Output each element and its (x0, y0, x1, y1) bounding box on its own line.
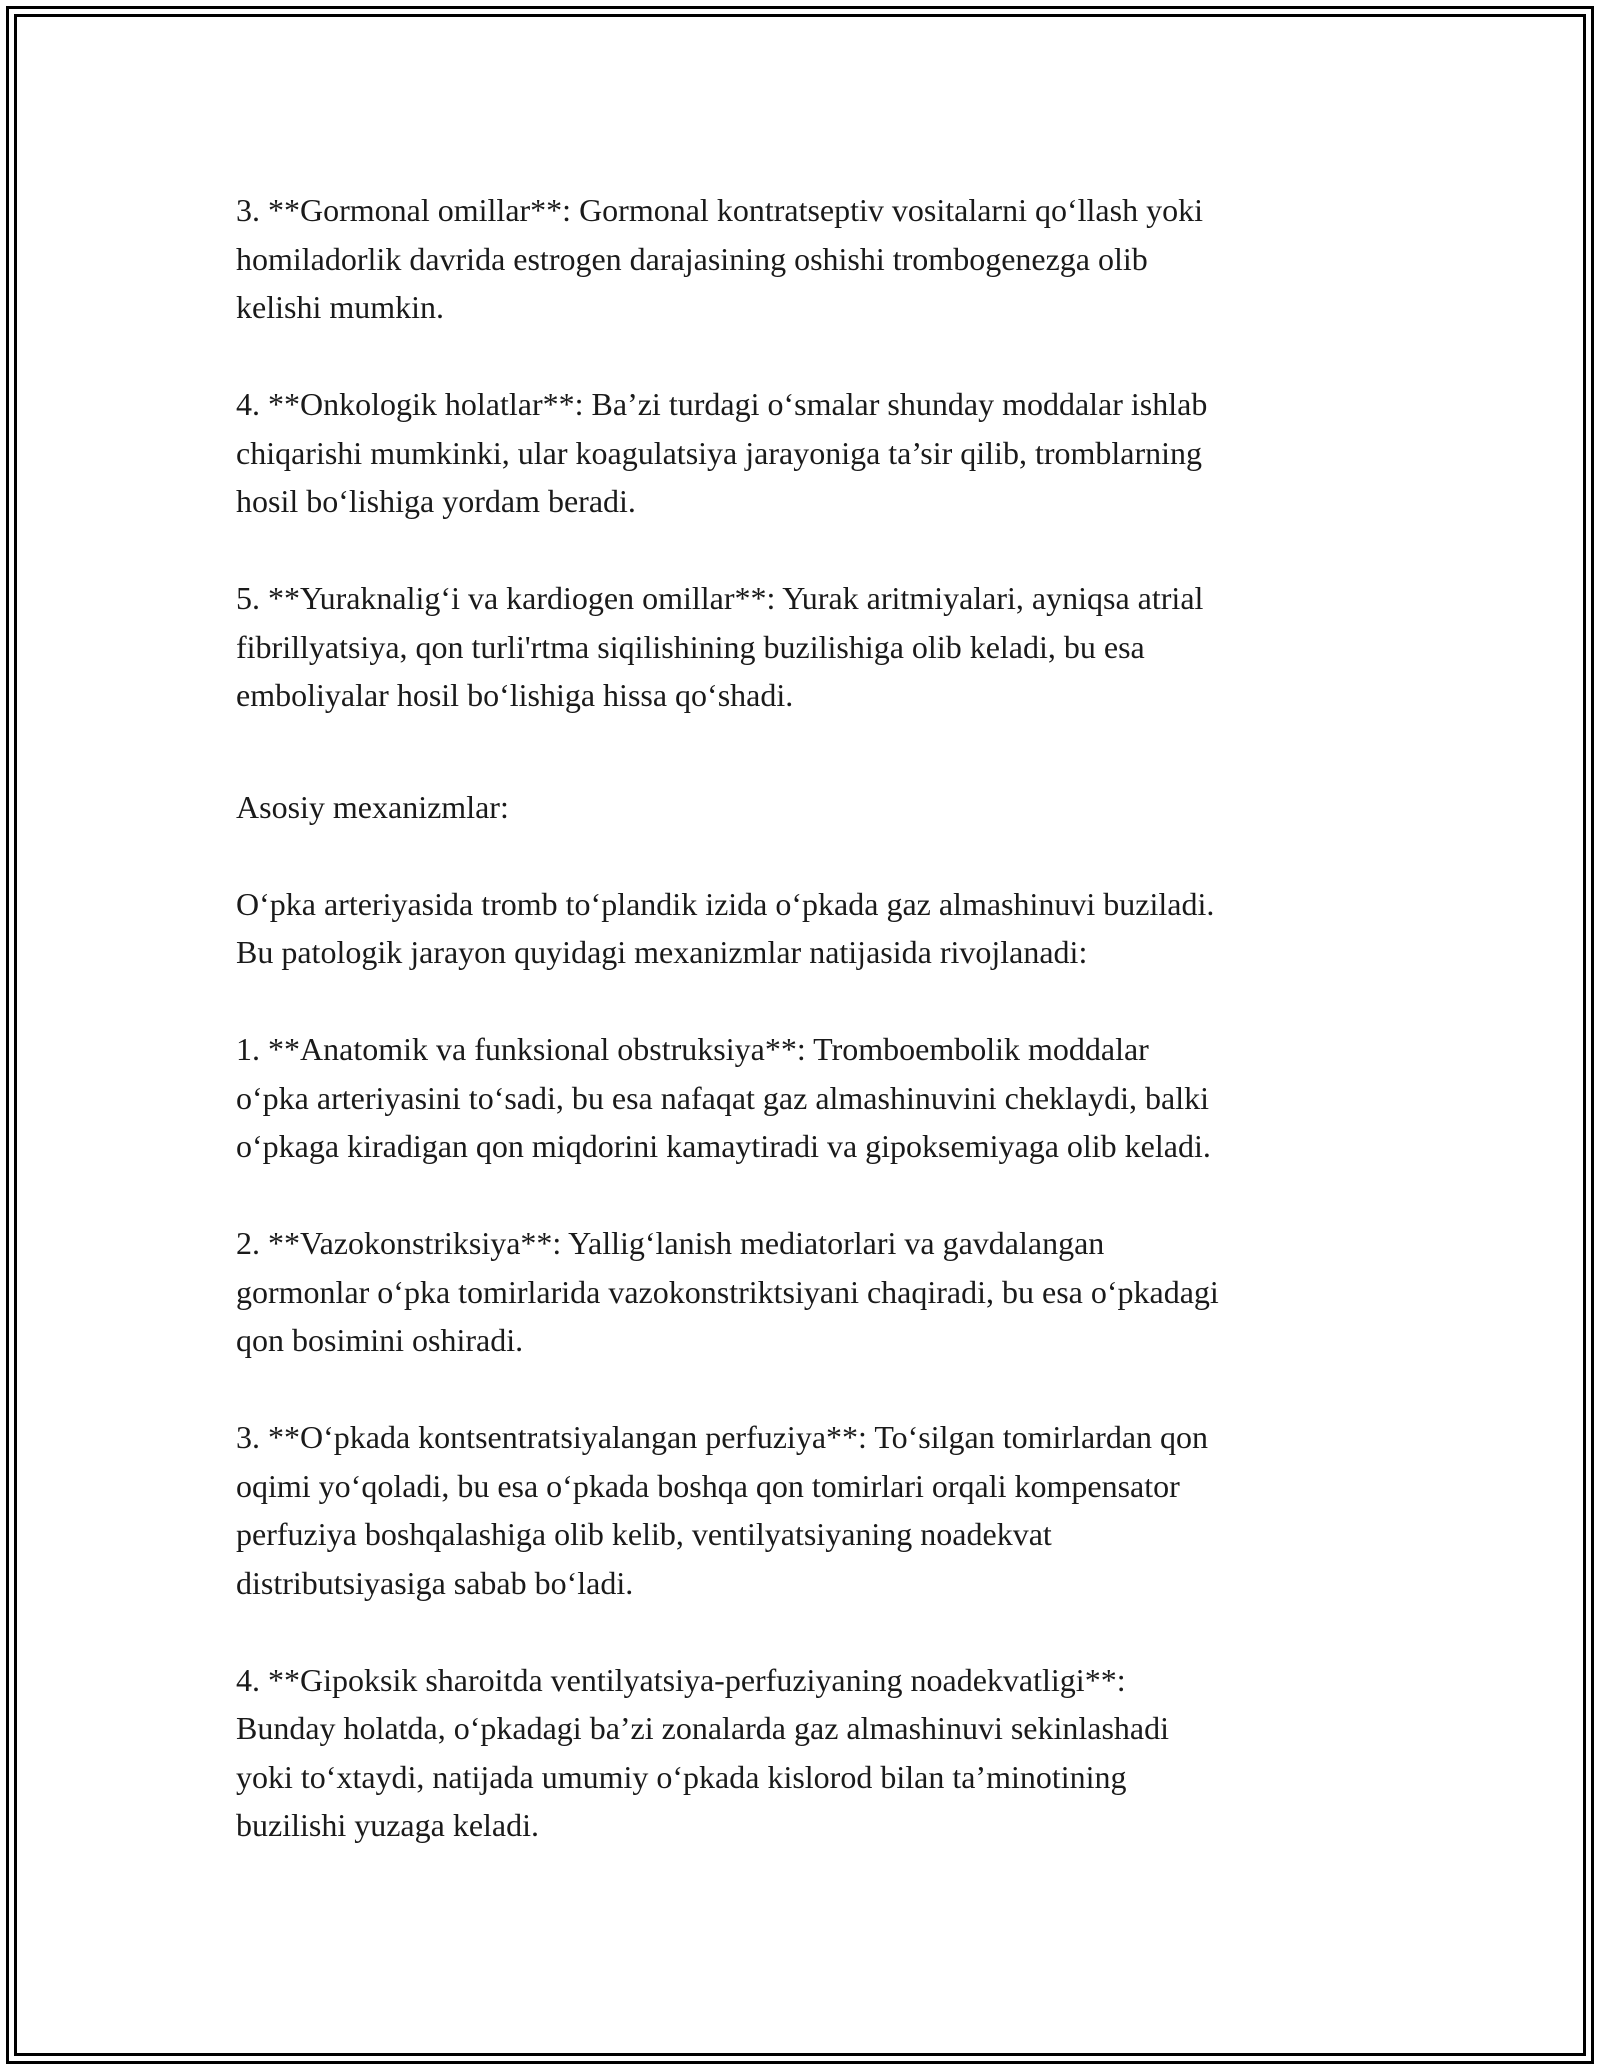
paragraph-perfusion (236, 1413, 1376, 1607)
text-line: fibrillyatsiya, qon turli'rtma siqilishining buzilishiga olib keladi, bu esa (236, 628, 1145, 665)
text-line: chiqarishi mumkinki, ular koagulatsiya jarayoniga ta’sir qilib, tromblarning (236, 434, 1203, 471)
text-line: 3. **Gormonal omillar**: Gormonal kontratseptiv vositalarni qo‘llash yoki (236, 192, 1203, 228)
text-line: oqimi yo‘qoladi, bu esa o‘pkada boshqa qon tomirlari orqali kompensator (236, 1467, 1180, 1504)
text-line: emboliyalar hosil bo‘lishiga hissa qo‘shadi. (236, 677, 794, 713)
paragraph-oncological-conditions (236, 380, 1376, 526)
text-line: 4. **Gipoksik sharoitda ventilyatsiya-perfuziyaning noadekvatligi**: (236, 1661, 1126, 1698)
paragraph-hypoxic-ventilation (236, 1656, 1376, 1850)
paragraph-mechanisms-intro (236, 880, 1376, 977)
text-line: 4. **Onkologik holatlar**: Ba’zi turdagi o‘smalar shunday moddalar ishlab (236, 386, 1208, 422)
text-line: homiladorlik davrida estrogen darajasining oshishi trombogenezga olib (236, 240, 1148, 277)
text-line: 5. **Yuraknalig‘i va kardiogen omillar**: Yurak aritmiyalari, ayniqsa atrial (236, 580, 1204, 616)
text-line: o‘pkaga kiradigan qon miqdorini kamaytiradi va gipoksemiyaga olib keladi. (236, 1128, 1211, 1164)
text-line: hosil bo‘lishiga yordam beradi. (236, 483, 636, 519)
text-line: 1. **Anatomik va funksional obstruksiya**: Tromboembolik moddalar (236, 1031, 1149, 1067)
text-line: distributsiyasiga sabab bo‘ladi. (236, 1564, 634, 1601)
text-line: qon bosimini oshiradi. (236, 1322, 524, 1358)
text-line: o‘pka arteriyasini to‘sadi, bu esa nafaqat gaz almashinuvini cheklaydi, balki (236, 1079, 1209, 1116)
text-line: yoki to‘xtaydi, natijada umumiy o‘pkada kislorod bilan ta’minotining (236, 1758, 1127, 1795)
text-line: buzilishi yuzaga keladi. (236, 1807, 540, 1843)
document-body (236, 186, 1376, 1850)
paragraph-vasoconstriction (236, 1219, 1376, 1365)
paragraph-obstruction (236, 1025, 1376, 1171)
paragraph-hormonal-factors (236, 186, 1376, 332)
text-line: O‘pka arteriyasida tromb to‘plandik izida o‘pkada gaz almashinuvi buziladi. (236, 885, 1215, 922)
text-line: kelishi mumkin. (236, 289, 444, 325)
text-line: Bunday holatda, o‘pkadagi ba’zi zonalarda gaz almashinuvi sekinlashadi (236, 1710, 1170, 1746)
paragraph-cardiogenic-factors (236, 574, 1376, 720)
text-line: 3. **O‘pkada kontsentratsiyalangan perfuziya**: To‘silgan tomirlardan qon (236, 1419, 1209, 1455)
text-line: Asosiy mexanizmlar: (236, 788, 509, 825)
text-line: perfuziya boshqalashiga olib kelib, ventilyatsiyaning noadekvat (236, 1516, 1052, 1552)
section-heading-mechanisms (236, 783, 1376, 832)
text-line: 2. **Vazokonstriksiya**: Yallig‘lanish mediatorlari va gavdalangan (236, 1225, 1105, 1261)
text-line: gormonlar o‘pka tomirlarida vazokonstriktsiyani chaqiradi, bu esa o‘pkadagi (236, 1273, 1219, 1310)
text-line: Bu patologik jarayon quyidagi mexanizmlar natijasida rivojlanadi: (236, 934, 1088, 970)
